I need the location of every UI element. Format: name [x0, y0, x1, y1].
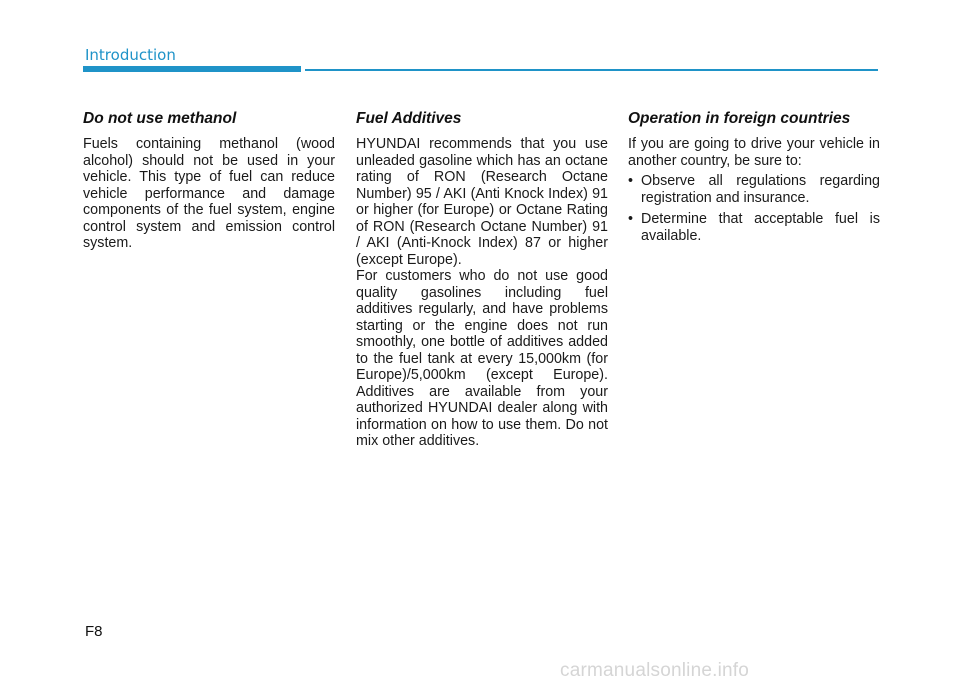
fuel-additives-heading: Fuel Additives: [356, 110, 462, 127]
column-methanol: [83, 108, 335, 252]
foreign-countries-intro: If you are going to drive your vehicle in another country, be sure to:: [628, 136, 880, 169]
methanol-paragraph: Fuels containing methanol (wood alcohol) should not be used in your vehicle. This type of fuel can reduce vehicle performance and damage components of the fuel system, engine control system and emission control system.: [83, 136, 335, 251]
bullet-icon: •: [628, 173, 634, 189]
fuel-additives-paragraph-2: For customers who do not use good quality gasolines including fuel additives regularly, and have problems starting or the engine does not run smoothly, one bottle of additives added to the fuel tank at every 15,000km (for Europe)/5,000km (except Europe). Additives are available from your authorized HYUNDAI dealer along with information on how to use them. Do not mix other additives.: [356, 268, 608, 449]
header-rule-thin: [305, 69, 878, 71]
list-item: [628, 173, 880, 206]
header-rule-thick: [83, 66, 301, 72]
list-item-text: Observe all regulations regarding registration and insurance.: [641, 173, 880, 206]
bullet-icon: •: [628, 211, 634, 227]
methanol-heading: Do not use methanol: [83, 110, 237, 127]
column-foreign-countries: [628, 108, 880, 249]
page-number: F8: [85, 623, 103, 640]
section-title: Introduction: [85, 46, 176, 64]
list-item: [628, 211, 880, 244]
foreign-countries-list: [628, 173, 880, 244]
list-item-text: Determine that acceptable fuel is available.: [641, 211, 880, 244]
watermark: carmanualsonline.info: [560, 660, 750, 681]
fuel-additives-paragraph-1: HYUNDAI recommends that you use unleaded gasoline which has an octane rating of RON (Research Octane Number) 95 / AKI (Anti Knock Index) 91 or higher (for Europe) or Octane Rating of RON (Research Octane Number) 91 / AKI (Anti-Knock Index) 87 or higher (except Europe).: [356, 136, 608, 268]
column-fuel-additives: [356, 108, 608, 450]
foreign-countries-heading: Operation in foreign countries: [628, 110, 851, 127]
